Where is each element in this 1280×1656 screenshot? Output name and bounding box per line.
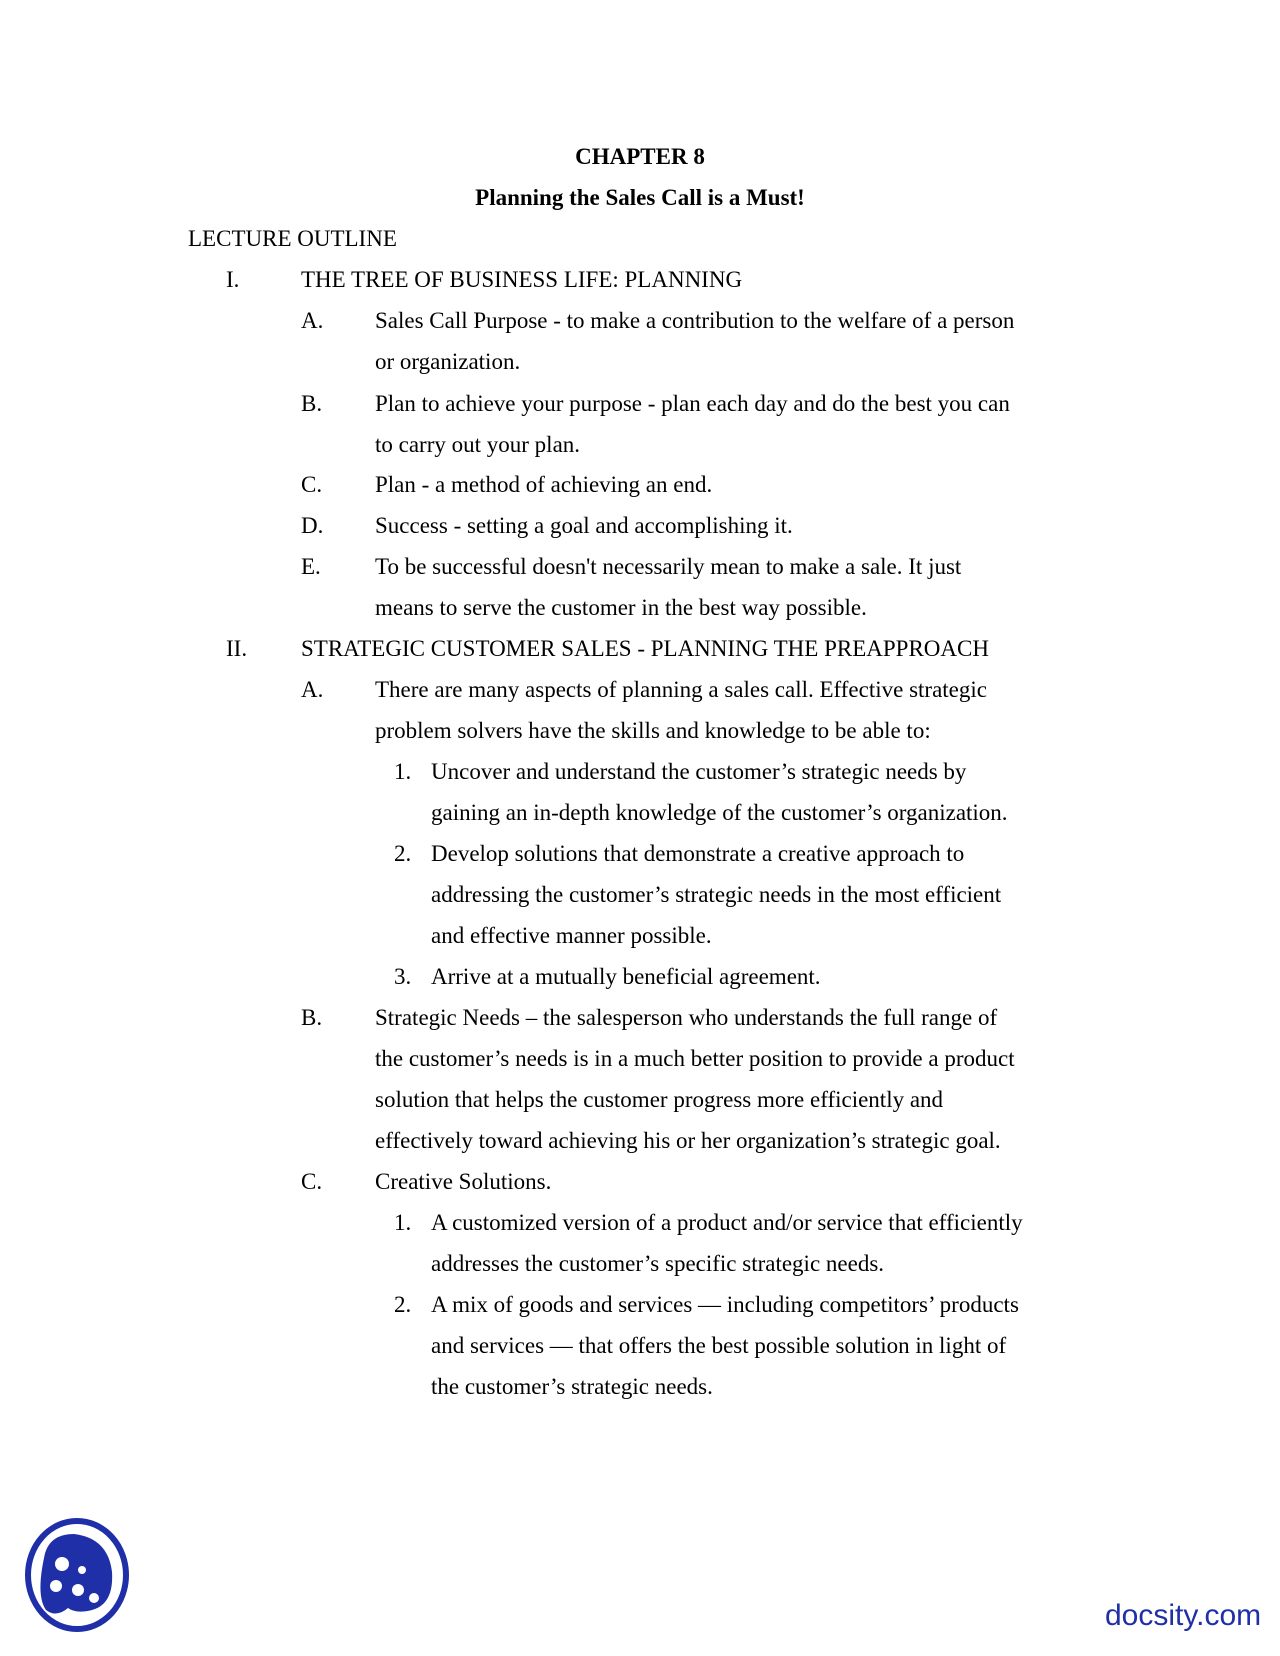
item-text: There are many aspects of planning a sales call. Effective strategic	[375, 677, 987, 702]
item-text: means to serve the customer in the best way possible.	[375, 595, 867, 620]
item-letter: B.	[301, 391, 323, 416]
item-text: solution that helps the customer progress more efficiently and	[375, 1087, 944, 1112]
subitem-text: addressing the customer’s strategic needs in the most efficient	[431, 882, 1002, 907]
item-text: To be successful doesn't necessarily mean to make a sale. It just	[375, 554, 962, 579]
item-text: or organization.	[375, 349, 521, 374]
item-letter: C.	[301, 1169, 323, 1194]
item-text: to carry out your plan.	[375, 432, 581, 457]
subitem-text: and services — that offers the best possible solution in light of	[431, 1333, 1007, 1358]
subitem-number: 2.	[394, 1292, 412, 1317]
item-letter: E.	[301, 554, 321, 579]
subitem-text: Develop solutions that demonstrate a creative approach to	[431, 841, 965, 866]
item-letter: A.	[301, 677, 324, 702]
item-text: Plan to achieve your purpose - plan each day and do the best you can	[375, 391, 1010, 416]
subitem-text: and effective manner possible.	[431, 923, 712, 948]
section-heading: STRATEGIC CUSTOMER SALES - PLANNING THE PREAPPROACH	[301, 636, 989, 661]
item-text: problem solvers have the skills and knowledge to be able to:	[375, 718, 931, 743]
item-letter: C.	[301, 472, 323, 497]
subitem-text: the customer’s strategic needs.	[431, 1374, 713, 1399]
item-text: Plan - a method of achieving an end.	[375, 472, 713, 497]
subitem-number: 1.	[394, 759, 412, 784]
chapter-title: Planning the Sales Call is a Must!	[475, 185, 805, 210]
subitem-text: Arrive at a mutually beneficial agreement.	[431, 964, 821, 989]
subitem-text: Uncover and understand the customer’s strategic needs by	[431, 759, 967, 784]
docsity-logo-icon[interactable]	[22, 1516, 132, 1634]
subitem-text: addresses the customer’s specific strategic needs.	[431, 1251, 885, 1276]
item-text: Creative Solutions.	[375, 1169, 552, 1194]
section-numeral: I.	[226, 267, 240, 292]
docsity-brand-link[interactable]: docsity.com	[1105, 1599, 1262, 1632]
item-letter: D.	[301, 513, 324, 538]
item-letter: A.	[301, 308, 324, 333]
section-heading: THE TREE OF BUSINESS LIFE: PLANNING	[301, 267, 743, 292]
item-text: effectively toward achieving his or her organization’s strategic goal.	[375, 1128, 1001, 1153]
subitem-text: gaining an in-depth knowledge of the customer’s organization.	[431, 800, 1008, 825]
section-numeral: II.	[226, 636, 248, 661]
subitem-number: 3.	[394, 964, 412, 989]
item-text: the customer’s needs is in a much better position to provide a product	[375, 1046, 1015, 1071]
subitem-number: 2.	[394, 841, 412, 866]
item-text: Strategic Needs – the salesperson who understands the full range of	[375, 1005, 998, 1030]
subitem-text: A mix of goods and services — including competitors’ products	[431, 1292, 1019, 1317]
item-text: Success - setting a goal and accomplishing it.	[375, 513, 793, 538]
item-letter: B.	[301, 1005, 323, 1030]
chapter-label: CHAPTER 8	[575, 144, 705, 169]
outline-heading: LECTURE OUTLINE	[188, 226, 397, 251]
subitem-text: A customized version of a product and/or service that efficiently	[431, 1210, 1023, 1235]
item-text: Sales Call Purpose - to make a contribution to the welfare of a person	[375, 308, 1015, 333]
subitem-number: 1.	[394, 1210, 412, 1235]
